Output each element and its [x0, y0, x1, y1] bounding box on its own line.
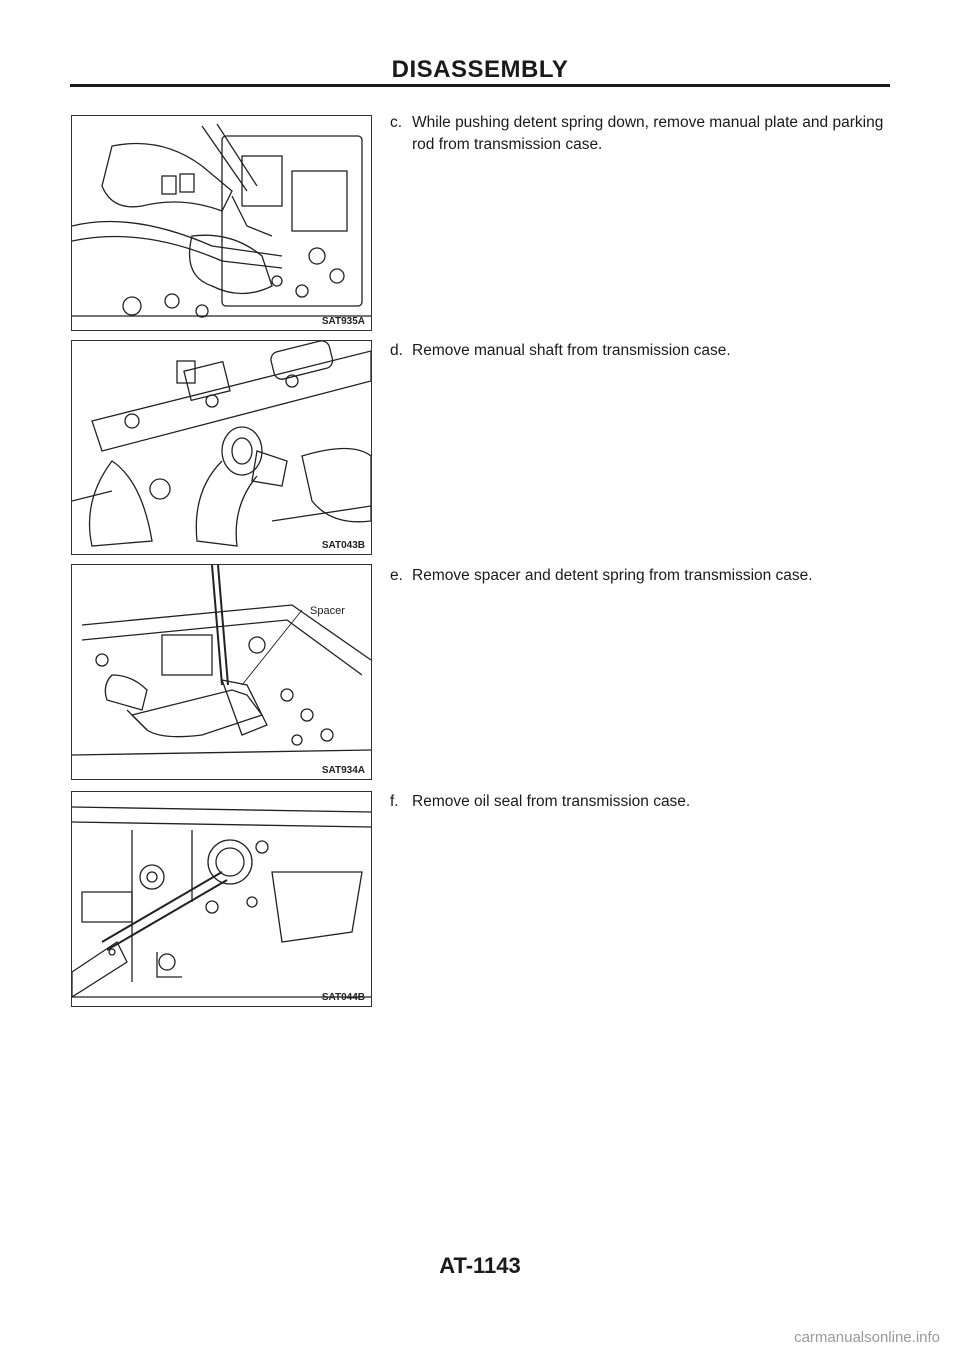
figure-manual-shaft-removal — [71, 340, 372, 555]
illustration-manual-plate — [72, 116, 371, 330]
step-marker: d. — [390, 342, 403, 359]
step-text: Remove manual shaft from transmission case. — [412, 342, 731, 359]
figure-manual-plate-removal — [71, 115, 372, 331]
header-divider — [70, 84, 890, 87]
page-number: AT-1143 — [439, 1253, 521, 1278]
illustration-manual-shaft — [72, 341, 371, 554]
step-text: Remove oil seal from transmission case. — [412, 793, 691, 810]
spacer-callout-label: Spacer — [310, 605, 345, 617]
step-text: Remove spacer and detent spring from transmission case. — [412, 567, 813, 584]
figure-code: SAT043B — [321, 540, 365, 551]
step-text: While pushing detent spring down, remove manual plate and parking rod from transmission case. — [412, 114, 884, 153]
step-c — [390, 112, 900, 156]
figure-code: SAT934A — [321, 765, 365, 776]
step-marker: e. — [390, 567, 403, 584]
figure-code: SAT935A — [321, 316, 365, 327]
page-title: DISASSEMBLY — [391, 56, 569, 83]
figure-code: SAT044B — [321, 992, 365, 1003]
watermark: carmanualsonline.info — [794, 1329, 940, 1346]
figure-oil-seal-removal — [71, 791, 372, 1007]
step-d — [390, 340, 900, 362]
illustration-oil-seal — [72, 792, 371, 1006]
step-e — [390, 565, 900, 587]
step-f — [390, 791, 900, 813]
figure-spacer-detent-spring — [71, 564, 372, 780]
illustration-spacer — [72, 565, 371, 779]
step-marker: c. — [390, 114, 403, 131]
step-marker: f. — [390, 793, 399, 810]
